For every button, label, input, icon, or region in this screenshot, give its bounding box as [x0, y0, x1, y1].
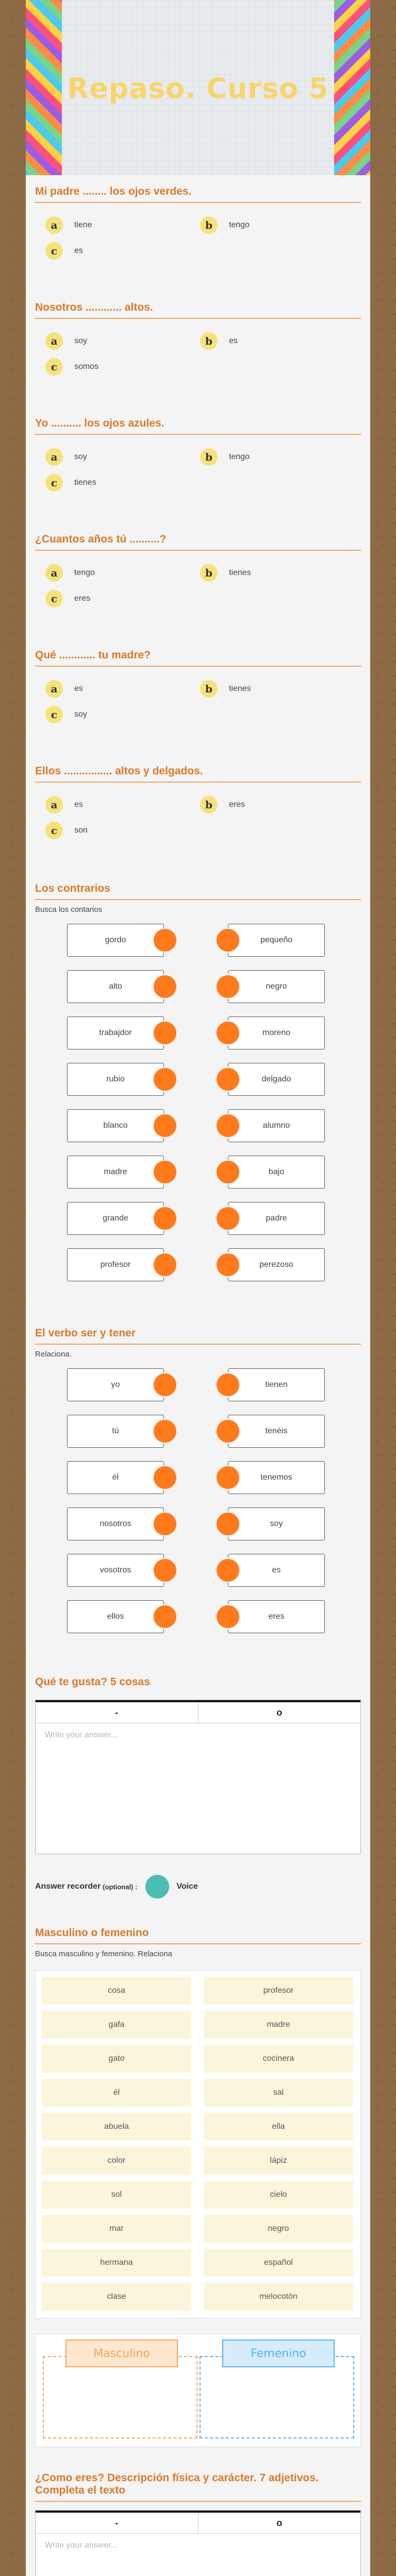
voice-label: Voice [176, 1882, 198, 1891]
recorder-optional-label: (optional) : [103, 1883, 138, 1891]
match-item-right[interactable]: soy [228, 1507, 325, 1540]
connector-dot[interactable] [217, 1374, 239, 1396]
question-block [35, 523, 361, 626]
answer-option[interactable] [45, 216, 92, 234]
match-item-left[interactable]: rubio [67, 1063, 164, 1096]
connector-dot[interactable] [217, 1559, 239, 1582]
connector-dot[interactable] [154, 1207, 176, 1230]
connector-dot[interactable] [154, 1161, 176, 1183]
option-letter: b [200, 332, 218, 350]
connector-dot[interactable] [217, 1207, 239, 1230]
verbo-section [35, 1327, 361, 1621]
answer-option[interactable] [200, 796, 245, 814]
table-header-cell: o [276, 2517, 283, 2528]
draggable-word[interactable]: abuela [42, 2113, 191, 2141]
draggable-word[interactable]: negro [204, 2215, 353, 2243]
question-title: Yo .......... los ojos azules. [35, 417, 361, 435]
connector-dot[interactable] [154, 975, 176, 998]
connector-dot[interactable] [154, 1374, 176, 1396]
answer-option[interactable] [45, 822, 88, 839]
question-block [35, 755, 361, 858]
connector-dot[interactable] [154, 1068, 176, 1091]
answer-table [35, 1700, 361, 1854]
match-item-left[interactable]: ellos [67, 1600, 164, 1633]
table-header [36, 1700, 360, 1723]
answer-option[interactable] [200, 216, 250, 234]
section-subtitle: Relaciona. [35, 1350, 72, 1359]
match-item-right[interactable]: bajo [228, 1156, 325, 1189]
question-block [35, 291, 361, 394]
answer-option[interactable] [45, 590, 90, 607]
match-item-left[interactable]: vosotros [67, 1554, 164, 1587]
match-item-right[interactable]: tenemos [228, 1461, 325, 1494]
connector-dot[interactable] [154, 1022, 176, 1044]
option-text: es [74, 684, 83, 693]
draggable-word[interactable]: español [204, 2249, 353, 2277]
option-text: es [74, 246, 83, 255]
option-text: tienes [229, 684, 251, 693]
match-item-left[interactable]: nosotros [67, 1507, 164, 1540]
match-item-right[interactable]: eres [228, 1600, 325, 1633]
masculino-section [35, 1927, 361, 2360]
draggable-word[interactable]: ella [204, 2113, 353, 2141]
option-text: tengo [74, 568, 95, 577]
connector-dot[interactable] [217, 1114, 239, 1137]
section-title [35, 2472, 361, 2502]
option-text: tengo [229, 221, 250, 229]
answer-option[interactable] [45, 358, 98, 376]
match-item-right[interactable]: moreno [228, 1016, 325, 1049]
match-item-left[interactable]: gordo [67, 924, 164, 957]
option-text: soy [74, 452, 87, 461]
connector-dot[interactable] [154, 1466, 176, 1489]
femenino-label: Femenino [222, 2340, 335, 2367]
match-item-right[interactable]: negro [228, 970, 325, 1003]
match-item-right[interactable]: delgado [228, 1063, 325, 1096]
draggable-word[interactable]: cielo [204, 2181, 353, 2209]
answer-option[interactable] [45, 448, 87, 466]
draggable-word[interactable]: cosa [42, 1977, 191, 2005]
connector-dot[interactable] [217, 1513, 239, 1535]
connector-dot[interactable] [154, 1253, 176, 1276]
draggable-word[interactable]: melocotón [204, 2283, 353, 2311]
answer-option[interactable] [45, 796, 83, 814]
answer-option[interactable] [200, 564, 251, 582]
record-voice-button[interactable] [145, 1875, 169, 1899]
table-header-cell: - [36, 1702, 199, 1723]
option-letter: a [45, 680, 63, 698]
section-title: Masculino o femenino [35, 1927, 361, 1944]
option-letter: a [45, 564, 63, 582]
option-text: son [74, 826, 88, 835]
option-letter: c [45, 590, 63, 607]
draggable-word[interactable]: gafa [42, 2011, 191, 2039]
connector-dot[interactable] [217, 975, 239, 998]
section-subtitle: Busca masculino y femenino. Relaciona [35, 1950, 172, 1958]
connector-dot[interactable] [217, 1022, 239, 1044]
answer-option[interactable] [45, 242, 83, 260]
option-letter: b [200, 564, 218, 582]
answer-textarea[interactable]: Write your answer... [45, 2541, 118, 2550]
question-title: ¿Cuantos años tú ..........? [35, 533, 361, 551]
option-letter: c [45, 358, 63, 376]
draggable-word[interactable]: él [42, 2079, 191, 2107]
option-text: soy [74, 710, 87, 719]
draggable-word[interactable]: mar [42, 2215, 191, 2243]
option-text: tiene [74, 221, 92, 229]
connector-dot[interactable] [154, 929, 176, 952]
answer-option[interactable] [45, 332, 87, 350]
answer-option[interactable] [200, 680, 251, 698]
section-subtitle: Busca los contarios [35, 905, 103, 914]
draggable-word[interactable]: hermana [42, 2249, 191, 2277]
contrarios-section [35, 883, 361, 1269]
question-title: Ellos ................ altos y delgados. [35, 765, 361, 783]
match-item-right[interactable]: perezoso [228, 1248, 325, 1281]
answer-textarea[interactable]: Write your answer... [45, 1731, 118, 1739]
option-text: es [229, 336, 238, 345]
draggable-word[interactable]: gato [42, 2045, 191, 2073]
connector-dot[interactable] [217, 1161, 239, 1183]
table-header-cell: - [36, 2513, 199, 2533]
option-letter: a [45, 332, 63, 350]
connector-dot[interactable] [217, 1605, 239, 1628]
option-text: soy [74, 336, 87, 345]
match-item-right[interactable]: pequeño [228, 924, 325, 957]
connector-dot[interactable] [154, 1513, 176, 1535]
connector-dot[interactable] [217, 1253, 239, 1276]
answer-option[interactable] [45, 706, 87, 723]
option-letter: a [45, 796, 63, 814]
question-title: Nosotros ............ altos. [35, 301, 361, 319]
masculino-label: Masculino [65, 2340, 178, 2367]
option-text: eres [74, 594, 91, 603]
draggable-word[interactable]: sal [204, 2079, 353, 2107]
header-banner [26, 0, 370, 175]
draggable-word[interactable]: lápiz [204, 2147, 353, 2175]
draggable-word[interactable]: madre [204, 2011, 353, 2039]
option-text: eres [229, 800, 245, 809]
match-item-right[interactable]: es [228, 1554, 325, 1587]
femenino-bucket[interactable] [200, 2356, 354, 2438]
question-block [35, 407, 361, 510]
option-letter: a [45, 216, 63, 234]
option-letter: b [200, 448, 218, 466]
match-item-left[interactable]: alto [67, 970, 164, 1003]
option-letter: b [200, 680, 218, 698]
option-letter: c [45, 474, 63, 492]
recorder-label: Answer recorder [35, 1882, 101, 1891]
option-text: es [74, 800, 83, 809]
answer-option[interactable] [200, 332, 238, 350]
table-header [36, 2511, 360, 2534]
option-text: tienes [74, 478, 96, 487]
section-title-line: ¿Como eres? Descripción física y carácter. 7 adjetivos. [35, 2472, 319, 2484]
match-item-right[interactable]: padre [228, 1202, 325, 1235]
connector-dot[interactable] [154, 1559, 176, 1582]
match-item-right[interactable]: alumno [228, 1109, 325, 1142]
connector-dot[interactable] [154, 1420, 176, 1443]
match-item-left[interactable]: grande [67, 1202, 164, 1235]
draggable-word[interactable]: color [42, 2147, 191, 2175]
connector-dot[interactable] [217, 1420, 239, 1443]
gusto-section [35, 1676, 361, 1891]
option-text: tengo [229, 452, 250, 461]
answer-option[interactable] [45, 474, 96, 492]
connector-dot[interactable] [217, 1466, 239, 1489]
masculino-bucket[interactable] [43, 2356, 197, 2438]
section-title: Los contrarios [35, 883, 361, 900]
section-title: Qué te gusta? 5 cosas [35, 1676, 150, 1688]
connector-dot[interactable] [154, 1114, 176, 1137]
question-title: Mi padre ........ los ojos verdes. [35, 185, 361, 203]
word-bank [35, 1970, 361, 2318]
option-letter: c [45, 822, 63, 839]
connector-dot[interactable] [217, 1068, 239, 1091]
option-letter: a [45, 448, 63, 466]
connector-dot[interactable] [154, 1605, 176, 1628]
match-item-left[interactable]: trabajdor [67, 1016, 164, 1049]
answer-option[interactable] [45, 680, 83, 698]
page-title: Repaso. Curso 5 [67, 72, 329, 105]
match-item-left[interactable]: yo [67, 1368, 164, 1401]
answer-option[interactable] [200, 448, 250, 466]
option-text: tienes [229, 568, 251, 577]
match-item-left[interactable]: blanco [67, 1109, 164, 1142]
match-item-right[interactable]: tenéis [228, 1415, 325, 1448]
draggable-word[interactable]: sol [42, 2181, 191, 2209]
connector-dot[interactable] [217, 929, 239, 952]
answer-option[interactable] [45, 564, 95, 582]
answer-table [35, 2510, 361, 2576]
section-title: El verbo ser y tener [35, 1327, 361, 1345]
option-text: somos [74, 362, 99, 371]
match-item-left[interactable]: él [67, 1461, 164, 1494]
answer-recorder [35, 1875, 198, 1899]
draggable-word[interactable]: profesor [204, 1977, 353, 2005]
question-title: Qué ............ tu madre? [35, 649, 361, 667]
sorting-buckets [35, 2334, 361, 2447]
option-letter: b [200, 216, 218, 234]
draggable-word[interactable]: cocinera [204, 2045, 353, 2073]
match-item-left[interactable]: profesor [67, 1248, 164, 1281]
option-letter: b [200, 796, 218, 814]
option-letter: c [45, 706, 63, 723]
question-block [35, 639, 361, 742]
table-header-cell: o [276, 1707, 283, 1718]
question-block [35, 175, 361, 278]
section-title-line: Completa el texto [35, 2484, 126, 2496]
match-item-right[interactable]: tienen [228, 1368, 325, 1401]
draggable-word[interactable]: clase [42, 2283, 191, 2311]
option-letter: c [45, 242, 63, 260]
comoeres-section [35, 2472, 361, 2550]
worksheet-page [26, 0, 370, 2576]
match-item-left[interactable]: tú [67, 1415, 164, 1448]
match-item-left[interactable]: madre [67, 1156, 164, 1189]
